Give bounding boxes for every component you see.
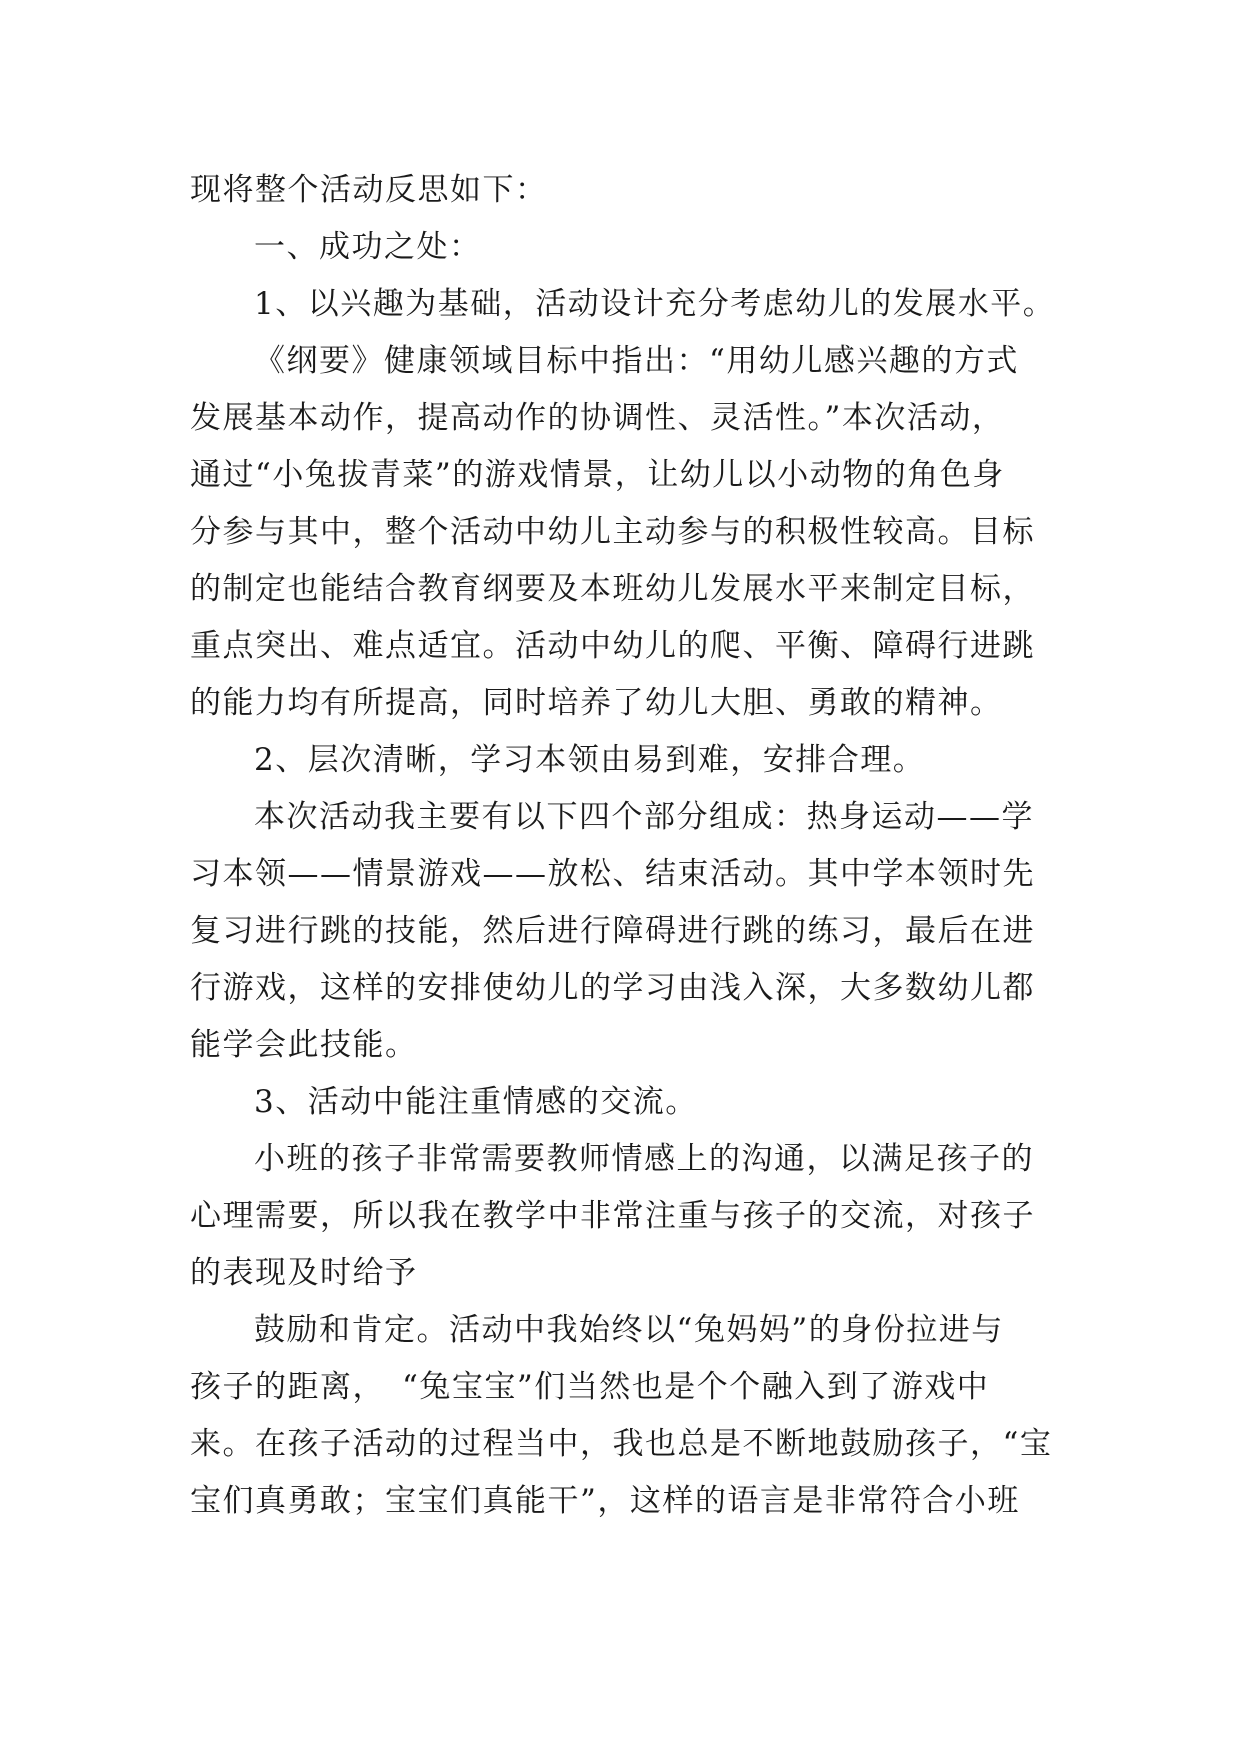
text-line: 行游戏，这样的安排使幼儿的学习由浅入深，大多数幼儿都 — [190, 970, 1035, 1006]
text-line: 孩子的距离， “兔宝宝”们当然也是个个融入到了游戏中 — [190, 1369, 990, 1405]
text-line: 鼓励和肯定。活动中我始终以“兔妈妈”的身份拉进与 — [254, 1312, 1004, 1348]
text-line: 能学会此技能。 — [190, 1027, 418, 1063]
text-line: 来。在孩子活动的过程当中，我也总是不断地鼓励孩子，“宝 — [190, 1426, 1053, 1462]
text-line: 分参与其中，整个活动中幼儿主动参与的积极性较高。目标 — [190, 514, 1035, 550]
text-line: 重点突出、难点适宜。活动中幼儿的爬、平衡、障碍行进跳 — [190, 628, 1035, 664]
text-line: 的表现及时给予 — [190, 1255, 418, 1291]
section-heading: 一、成功之处： — [254, 229, 482, 265]
text-line: 发展基本动作，提高动作的协调性、灵活性。”本次活动， — [190, 400, 1005, 436]
text-line: 习本领——情景游戏——放松、结束活动。其中学本领时先 — [190, 856, 1035, 892]
text-line: 宝们真勇敢；宝宝们真能干”，这样的语言是非常符合小班 — [190, 1483, 1020, 1519]
subheading: 2、层次清晰，学习本领由易到难，安排合理。 — [254, 742, 926, 778]
subheading: 3、活动中能注重情感的交流。 — [254, 1084, 698, 1120]
text-line: 小班的孩子非常需要教师情感上的沟通，以满足孩子的 — [254, 1141, 1034, 1177]
text-line: 现将整个活动反思如下： — [190, 172, 548, 208]
text-line: 通过“小兔拔青菜”的游戏情景，让幼儿以小动物的角色身 — [190, 457, 1005, 493]
text-line: 的制定也能结合教育纲要及本班幼儿发展水平来制定目标， — [190, 571, 1035, 607]
text-line: 本次活动我主要有以下四个部分组成：热身运动——学 — [254, 799, 1034, 835]
text-line: 心理需要，所以我在教学中非常注重与孩子的交流，对孩子 — [190, 1198, 1035, 1234]
subheading: 1、以兴趣为基础，活动设计充分考虑幼儿的发展水平。 — [254, 286, 1056, 322]
text-line: 复习进行跳的技能，然后进行障碍进行跳的练习，最后在进 — [190, 913, 1035, 949]
text-line: 的能力均有所提高，同时培养了幼儿大胆、勇敢的精神。 — [190, 685, 1003, 721]
text-line: 《纲要》健康领域目标中指出：“用幼儿感兴趣的方式 — [254, 343, 1019, 379]
